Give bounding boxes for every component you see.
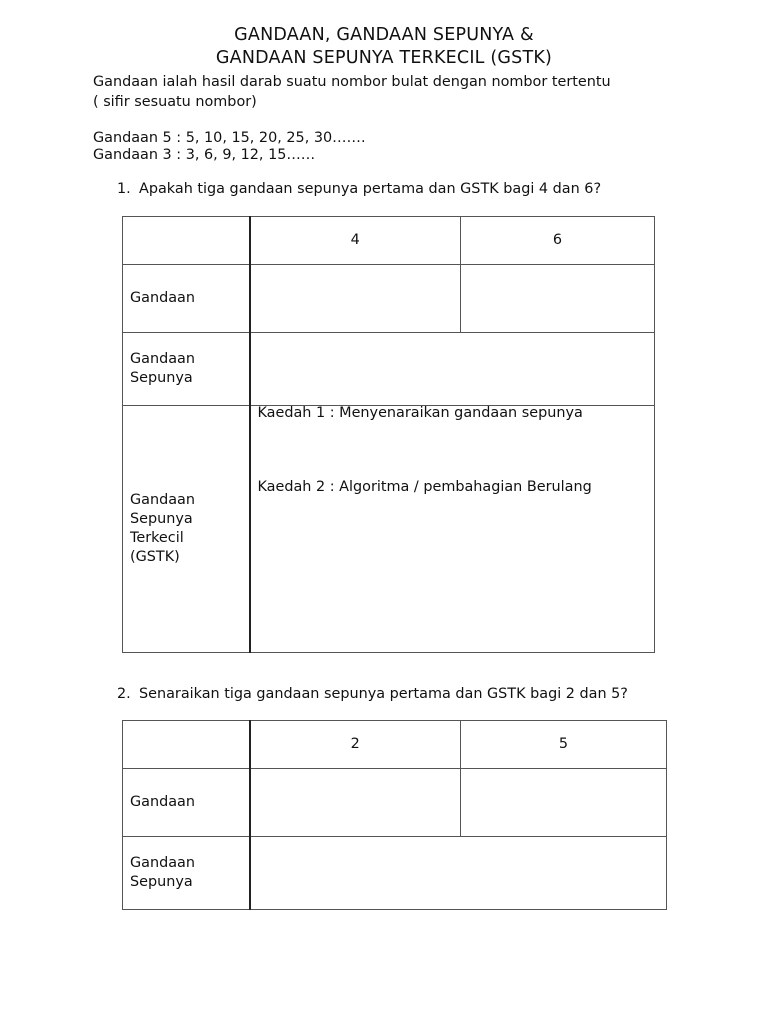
- answer-cell-gandaan-5[interactable]: [461, 769, 667, 837]
- question-2-text: Senaraikan tiga gandaan sepunya pertama dan GSTK bagi 2 dan 5?: [139, 686, 628, 702]
- example-gandaan-3: Gandaan 3 : 3, 6, 9, 12, 15……: [93, 147, 316, 163]
- row-label-gandaan-sepunya: Gandaan Sepunya: [123, 837, 250, 910]
- question-1-number: 1.: [117, 181, 131, 197]
- question-2-table: [122, 720, 667, 910]
- header-number-4: 4: [250, 217, 461, 265]
- definition-line-2: ( sifir sesuatu nombor): [93, 94, 257, 110]
- page-title-line-2: GANDAAN SEPUNYA TERKECIL (GSTK): [215, 48, 553, 68]
- question-1-table: [122, 216, 655, 653]
- question-1-text: Apakah tiga gandaan sepunya pertama dan GSTK bagi 4 dan 6?: [139, 181, 602, 197]
- question-1: [117, 181, 601, 197]
- answer-cell-gandaan-4[interactable]: [250, 265, 461, 333]
- question-2: [117, 686, 628, 702]
- answer-cell-gandaan-6[interactable]: [461, 265, 655, 333]
- method-2-label: Kaedah 2 : Algoritma / pembahagian Berulang: [257, 479, 592, 495]
- row-label-gandaan: Gandaan: [123, 265, 250, 333]
- header-number-5: 5: [461, 721, 667, 769]
- header-number-6: 6: [461, 217, 655, 265]
- row-label-gandaan-sepunya: Gandaan Sepunya: [123, 333, 250, 406]
- question-2-number: 2.: [117, 686, 131, 702]
- answer-cell-gandaan-sepunya[interactable]: [250, 837, 667, 910]
- row-label-gstk: Gandaan Sepunya Terkecil (GSTK): [123, 406, 250, 653]
- answer-cell-gandaan-sepunya[interactable]: [250, 333, 655, 406]
- header-empty-cell: [123, 217, 250, 265]
- answer-cell-gstk[interactable]: [250, 406, 655, 653]
- example-gandaan-5: Gandaan 5 : 5, 10, 15, 20, 25, 30…….: [93, 130, 366, 146]
- page-title-line-1: GANDAAN, GANDAAN SEPUNYA &: [234, 25, 534, 45]
- header-number-2: 2: [250, 721, 461, 769]
- header-empty-cell: [123, 721, 250, 769]
- method-1-label: Kaedah 1 : Menyenaraikan gandaan sepunya: [257, 405, 583, 421]
- row-label-gandaan: Gandaan: [123, 769, 250, 837]
- answer-cell-gandaan-2[interactable]: [250, 769, 461, 837]
- definition-line-1: Gandaan ialah hasil darab suatu nombor bulat dengan nombor tertentu: [93, 74, 611, 90]
